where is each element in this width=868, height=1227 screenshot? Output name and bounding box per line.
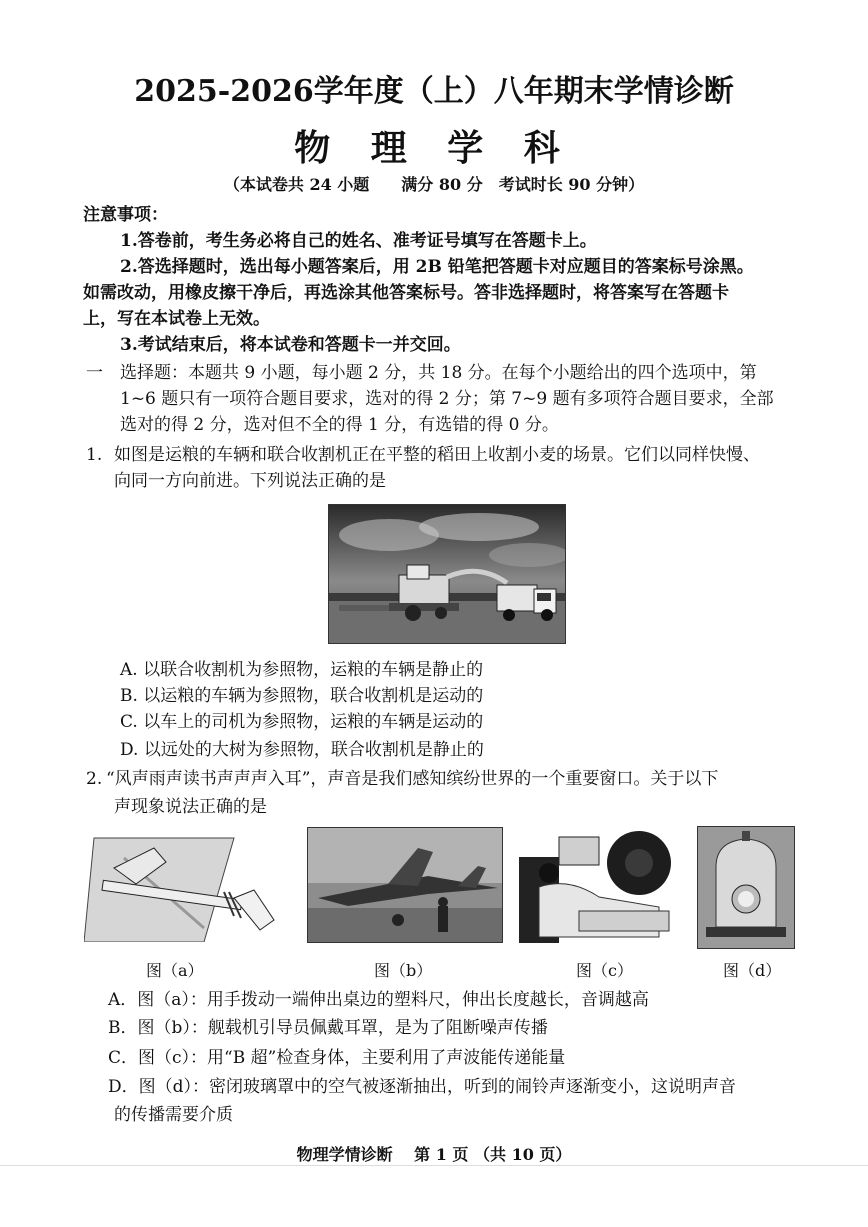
- exam-info: （本试卷共 24 小题 满分 80 分 考试时长 90 分钟）: [223, 175, 645, 194]
- section-intro: 1~6 题只有一项符合题目要求，选对的得 2 分；第 7~9 题有多项符合题目要求，全部: [120, 389, 774, 409]
- figure-d-caption: 图（d）: [723, 961, 782, 980]
- notice-item: 上，写在本试卷上无效。: [83, 309, 270, 329]
- option-b: B. 以运粮的车辆为参照物，联合收割机是运动的: [120, 686, 484, 706]
- option-d: D. 以远处的大树为参照物，联合收割机是静止的: [120, 740, 484, 760]
- question-stem: “风声雨声读书声声声入耳”，声音是我们感知缤纷世界的一个重要窗口。关于以下: [106, 769, 719, 789]
- notice-heading: 注意事项：: [83, 205, 168, 225]
- question-stem: 声现象说法正确的是: [114, 797, 267, 817]
- section-number: 一: [86, 363, 103, 383]
- subject-title: 物 理 学 科: [294, 127, 574, 169]
- figure-b-caption: 图（b）: [374, 961, 433, 980]
- footer-divider: [0, 1165, 868, 1166]
- option-b: B．图（b）：舰载机引导员佩戴耳罩，是为了阻断噪声传播: [108, 1018, 548, 1038]
- option-d: D．图（d）：密闭玻璃罩中的空气被逐渐抽出，听到的闹铃声逐渐变小，这说明声音: [108, 1077, 737, 1097]
- option-a: A. 以联合收割机为参照物，运粮的车辆是静止的: [120, 660, 484, 680]
- question-number: 1.: [86, 445, 103, 465]
- section-intro: 选对的得 2 分，选对但不全的得 1 分，有选错的得 0 分。: [120, 415, 559, 435]
- jet-figure: [307, 827, 503, 943]
- option-d-continued: 的传播需要介质: [114, 1105, 233, 1125]
- ruler-figure: [84, 828, 290, 942]
- figure-c-caption: 图（c）: [576, 961, 633, 980]
- exam-title: 2025-2026学年度（上）八年期末学情诊断: [134, 74, 734, 109]
- notice-item: 1.答卷前，考生务必将自己的姓名、准考证号填写在答题卡上。: [120, 231, 597, 251]
- ultrasound-figure: [519, 827, 675, 943]
- figure-a-caption: 图（a）: [146, 961, 204, 980]
- option-c: C．图（c）：用“B 超”检查身体，主要利用了声波能传递能量: [108, 1048, 566, 1068]
- notice-item: 2.答选择题时，选出每小题答案后，用 2B 铅笔把答题卡对应题目的答案标号涂黑。: [120, 257, 754, 277]
- question-stem: 向同一方向前进。下列说法正确的是: [114, 471, 386, 491]
- page-footer: 物理学情诊断 第 1 页 （共 10 页）: [296, 1145, 572, 1164]
- harvester-photo: [328, 504, 566, 644]
- question-number: 2.: [86, 769, 103, 789]
- notice-item: 如需改动，用橡皮擦干净后，再选涂其他答案标号。答非选择题时，将答案写在答题卡: [83, 283, 729, 303]
- option-a: A．图（a）：用手拨动一端伸出桌边的塑料尺，伸出长度越长，音调越高: [108, 990, 649, 1010]
- bell-jar-figure: [697, 826, 795, 949]
- question-stem: 如图是运粮的车辆和联合收割机正在平整的稻田上收割小麦的场景。它们以同样快慢、: [114, 445, 760, 465]
- option-c: C. 以车上的司机为参照物，运粮的车辆是运动的: [120, 712, 484, 732]
- section-intro: 选择题：本题共 9 小题，每小题 2 分，共 18 分。在每个小题给出的四个选项中，第: [120, 363, 757, 383]
- notice-item: 3.考试结束后，将本试卷和答题卡一并交回。: [120, 335, 461, 355]
